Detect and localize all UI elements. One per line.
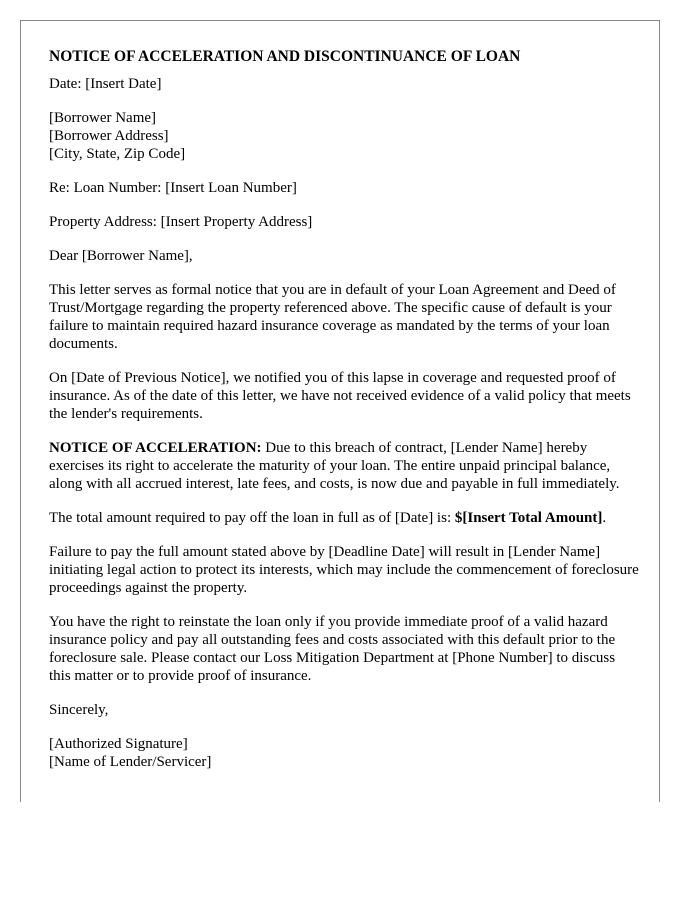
recipient-block [49, 109, 639, 163]
reinstate-paragraph: You have the right to reinstate the loan only if you provide immediate proof of a valid hazard insurance policy and pay all outstanding fees and costs associated with this default prior to the foreclosure sale. Please contact our Loss Mitigation Department at [Phone Number] to discuss this matter or to provide proof of insurance. [49, 614, 616, 684]
property-address-line: Property Address: [Insert Property Address] [49, 214, 313, 230]
date-line: Date: [Insert Date] [49, 76, 162, 92]
acceleration-label: NOTICE OF ACCELERATION: [49, 440, 262, 456]
letter-title: NOTICE OF ACCELERATION AND DISCONTINUANCE OF LOAN [49, 48, 521, 65]
recipient-address: [Borrower Address] [49, 128, 169, 144]
signer-name-line: [Name of Lender/Servicer] [49, 754, 212, 770]
re-line: Re: Loan Number: [Insert Loan Number] [49, 180, 297, 196]
signature-block [49, 735, 639, 771]
total-amount-suffix: . [602, 510, 607, 526]
recipient-city-state-zip: [City, State, Zip Code] [49, 146, 186, 162]
acceleration-text: Due to this breach of contract, [Lender Name] hereby exercises its right to accelerate the maturity of your loan. The entire unpaid principal balance, along with all accrued interest, late fees, and costs, is now due and payable in full immediately. [49, 440, 620, 492]
total-amount-value: $[Insert Total Amount] [454, 510, 603, 526]
salutation: Dear [Borrower Name], [49, 248, 193, 264]
total-amount-prefix: The total amount required to pay off the loan in full as of [Date] is: [49, 510, 455, 526]
failure-paragraph: Failure to pay the full amount stated above by [Deadline Date] will result in [Lender Name] initiating legal action to protect its interests, which may include the commencement of foreclosure proceedings against the property. [49, 544, 639, 596]
total-amount-paragraph [49, 509, 639, 527]
acceleration-paragraph [49, 439, 639, 493]
default-paragraph: This letter serves as formal notice that you are in default of your Loan Agreement and Deed of Trust/Mortgage regarding the property referenced above. The specific cause of default is your failure to maintain required hazard insurance coverage as mandated by the terms of your loan documents. [49, 282, 616, 352]
letter-body [49, 48, 639, 787]
recipient-name: [Borrower Name] [49, 110, 157, 126]
previous-notice-paragraph: On [Date of Previous Notice], we notified you of this lapse in coverage and requested proof of insurance. As of the date of this letter, we have not received evidence of a valid policy that meets the lender's requirements. [49, 370, 631, 422]
closing: Sincerely, [49, 702, 109, 718]
letter-page [20, 20, 660, 802]
authorized-signature: [Authorized Signature] [49, 736, 188, 752]
